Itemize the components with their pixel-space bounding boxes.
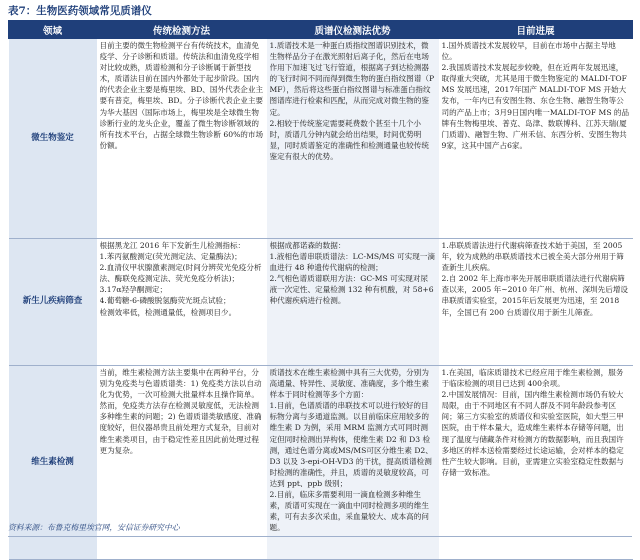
header-traditional: 传统检测方法	[97, 21, 267, 39]
header-field: 领域	[9, 21, 97, 39]
cell-paragraph: 1.国外质谱技术发展较早，目前在市场中占据主导地位。	[441, 41, 616, 62]
cell-paragraph: 2.血清仪甲状腺激素测定(时间分辨荧光免疫分析法、酶联免疫测定法、荧光免疫分析法)；	[99, 263, 262, 284]
cell-traditional	[97, 39, 267, 239]
table-title: 表7：生物医药领域常见质谱仪	[8, 5, 152, 17]
cell-advantage	[267, 39, 439, 239]
cell-advantage	[267, 239, 439, 366]
cell-paragraph: 当前，维生素检测方法主要集中在两种平台，分别为免疫类与色谱质谱类：1) 免疫类方法以自动化为优势，一次可检测大批量样本且操作简单。然而，免疫类方法存在检测灵敏度低，无法检测多种维生素的问题；2) 色谱质谱类敏感度、准确度较好，但仪器昂贵且前处理方式复杂，目前对维生素类项目，由于稳定性差且因此前处理过程更为复杂。	[99, 368, 262, 455]
cell-paragraph: 2.目前，临床多需要利用一滴血检测多种维生素，质谱可实现在一滴血中同时检测多项的维生素，可有去多次采血，采血量较大、成本高的问题。	[269, 490, 429, 533]
header-row	[9, 21, 633, 39]
cell-paragraph: 4.葡萄糖-6-磷酸脱氢酶荧光斑点试验；	[99, 296, 231, 306]
row-category: 微生物鉴定	[9, 39, 97, 239]
cell-paragraph: 2.自 2002 年上海市率先开展串联质谱法进行代谢病筛查以来，2005 年~2010 年广州、杭州、深圳先后增设串联质谱实验室，2015年后发展更为迅速，至 2018 年，全国已有 200 台质谱仪用于新生儿筛查。	[441, 274, 629, 317]
cell-advantage	[267, 366, 439, 560]
row-category: 维生素检测	[9, 366, 97, 560]
cell-paragraph: 1.液相色谱串联质谱法：LC-MS/MS 可实现一滴血进行 48 种遗传代谢病的检测；	[269, 252, 435, 273]
row-category: 新生儿疾病筛查	[9, 239, 97, 366]
cell-paragraph: 3.17α羟孕酮测定；	[99, 285, 168, 295]
bottom-rule	[8, 536, 632, 537]
table-row	[9, 39, 633, 239]
header-progress: 目前进展	[439, 21, 633, 39]
cell-paragraph: 1.质谱技术是一种蛋白质指纹图谱识别技术，微生物样品分子在激光照射后离子化，然后在电场作用下加速飞过飞行管道，根据离子到达检测器的飞行时间不同而得到微生物的蛋白指纹图谱（PMF），然后将这些蛋白指纹图谱与标准蛋白指纹图谱库进行检索和匹配，从而完成对微生物的鉴定。	[269, 41, 435, 117]
cell-progress	[439, 239, 633, 366]
comparison-table	[8, 20, 633, 560]
table-row	[9, 239, 633, 366]
cell-paragraph: 1.目前，色谱质谱的串联技术可以进行较好的目标物分离与多通道监测。以目前临床应用较多的维生素 D 为例，采用 MRM 监测方式可同时测定但同时检测出异构体，使维生素 D2 和 D3 检测，通过色谱分离或MS/MS可区分维生素 D2、D3 以及 3-epi-OH-VD3 的干扰，提高质谱检测时检测的准确性，并且，质谱的灵敏度较高，可达到 ppt、ppb 级别；	[269, 401, 433, 488]
cell-paragraph: 2.相较于传统鉴定需要耗费数个甚至十几个小时，质谱几分钟内就会给出结果，时间优势明显，同时质谱鉴定的准确性和检测通量也较传统鉴定有很大的优势。	[269, 118, 429, 161]
cell-paragraph: 2.气相色谱质谱联用方法：GC-MS 可实现对尿液一次定性、定量检测 132 种有机酸，对 58+6 种代谢疾病进行检测。	[269, 274, 434, 306]
header-advantage: 质谱仪检测法优势	[267, 21, 439, 39]
cell-paragraph: 质谱技术在维生素检测中具有三大优势，分别为高通量、特异性、灵敏度、准确度，多个维生素样本于同时检测等多个方面：	[269, 368, 429, 400]
cell-paragraph: 1.串联质谱法进行代谢病筛查技术始于美国，至 2005 年，较为成熟的串联质谱技术已被全美大部分州用于筛查新生儿疾病。	[441, 241, 624, 273]
cell-paragraph: 根据成都诺森的数据：	[269, 241, 346, 250]
source-note: 资料来源：布鲁克梅里埃官网，安信证券研究中心	[8, 523, 180, 532]
cell-paragraph: 根据黑龙江 2016 年下发新生儿检测指标：	[99, 241, 246, 250]
cell-paragraph: 检测效率低，检测通量低，检测项目少。	[99, 307, 237, 317]
cell-progress	[439, 39, 633, 239]
cell-progress	[439, 366, 633, 560]
cell-paragraph: 1.苯丙氨酸测定(荧光测定法、定量酶法)；	[99, 252, 242, 262]
cell-traditional	[97, 239, 267, 366]
cell-paragraph: 目前主要的微生物检测平台有传统技术，血清免疫学、分子诊断和质谱。传统法和血清免疫学相对比较成熟，质谱检测和分子诊断属于新型技术，质谱法目前在国内外都处于起步阶段。国内的代表企业主要是梅里埃、BD、国外代表企业主要有普克，梅里埃、BD。分子诊断代表企业主要为华大基因（国际市场上，梅里埃是全球微生物诊断行业的龙头企业，覆盖了微生物诊断领域的所有技术平台，占据全球微生物诊断 60%的市场份额。	[99, 41, 264, 150]
cell-paragraph: 2.我国质谱技术发展起步较晚，但在近两年发展迅速，取得重大突破，尤其是用于微生物鉴定的 MALDI-TOF MS 发展迅速，2017年国产 MALDI-TOF MS 开始大发布，一年内已有安图生物、东仓生物、融智生物等公司的产品上市；3月9日国内唯一MALDI-TOF MS 的品牌有生物梅里埃、普克、岛津、数联博科、江苏天瑞(厦门质谱)、融智生物、广州禾信、东西分析、安图生物共9家，这其中国产占6家。	[441, 63, 630, 150]
cell-paragraph: 2.中国发展情况：目前，国内维生素检测市场仍有较大局限，由于不同地区有不同人群及不同年龄段参考区间；第三方实验室的质谱仪和实验室医院，如大型三甲医院，由于样本量大，造成维生素样本存储等问题，出现了温度与储藏条件对检测方的数据影响，而且我国许多地区的样本送检需要经过长途运输，会对样本的稳定性产生较大影响。目前，亚需建立实验室稳定性数据与存储一致标准。	[441, 390, 624, 477]
cell-paragraph: 1.在美国，临床质谱技术已经应用于维生素检测，服务于临床检测的项目已达到 400余项。	[441, 368, 624, 389]
